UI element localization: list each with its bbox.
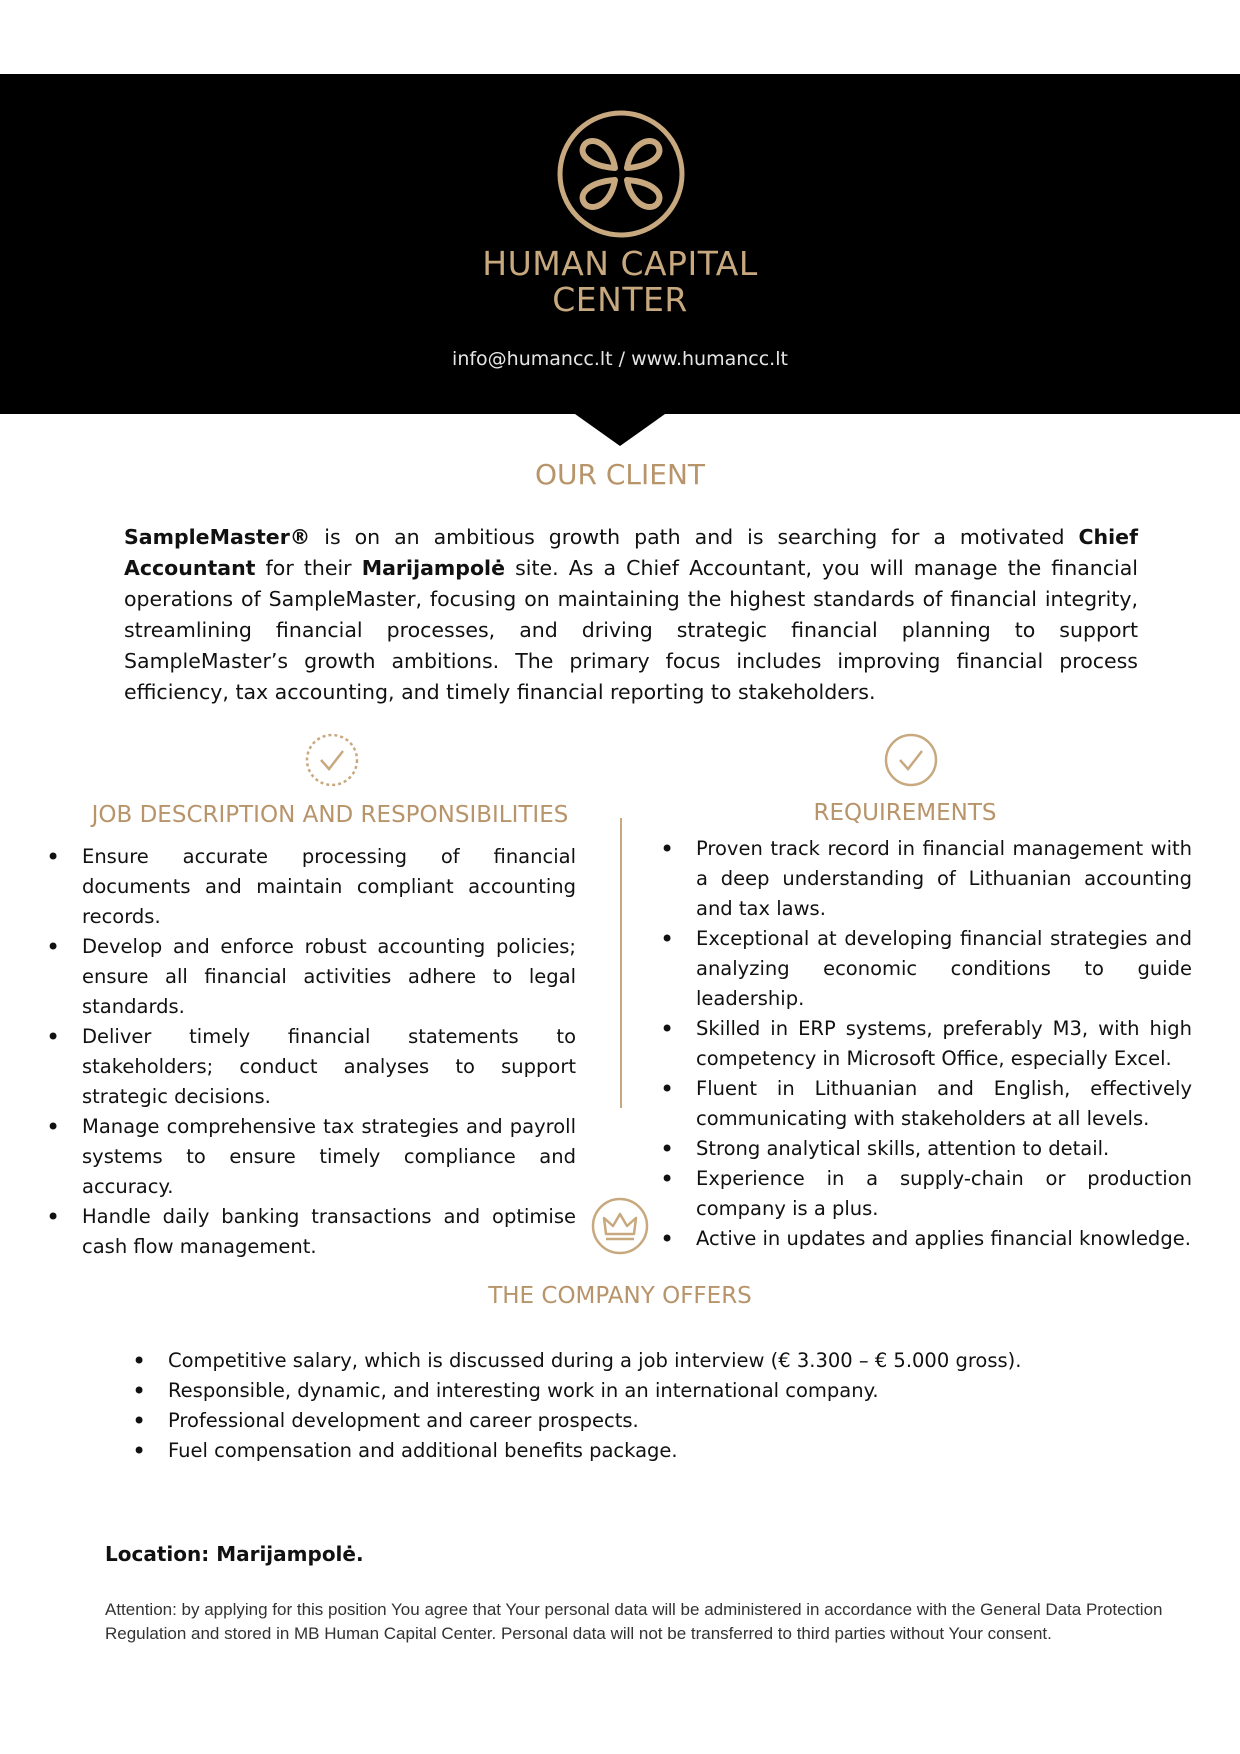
- list-item: • Fluent in Lithuanian and English, effectively communicating with stakeholders at all levels.: [660, 1074, 1192, 1134]
- list-item: • Active in updates and applies financial knowledge.: [660, 1224, 1192, 1254]
- list-item: • Competitive salary, which is discussed during a job interview (€ 3.300 – € 5.000 gross).: [132, 1346, 1072, 1376]
- list-item: • Experience in a supply-chain or production company is a plus.: [660, 1164, 1192, 1224]
- column-divider: [620, 818, 622, 1108]
- intro-text-1: is on an ambitious growth path and is searching for a motivated: [310, 525, 1079, 549]
- brand-line-1: HUMAN CAPITAL: [482, 244, 758, 283]
- list-item: • Strong analytical skills, attention to detail.: [660, 1134, 1192, 1164]
- list-item: • Fuel compensation and additional benefits package.: [132, 1436, 1072, 1466]
- brand-name: [0, 246, 1240, 318]
- company-name: SampleMaster®: [124, 525, 311, 549]
- site-name: Marijampolė: [361, 556, 505, 580]
- list-item: • Handle daily banking transactions and optimise cash flow management.: [46, 1202, 576, 1262]
- list-item: • Skilled in ERP systems, preferably M3, with high competency in Microsoft Office, especially Excel.: [660, 1014, 1192, 1074]
- location-text: Location: Marijampolė.: [105, 1542, 364, 1566]
- clover-logo-icon: [555, 108, 687, 240]
- intro-text-3: site. As a Chief Accountant, you will manage the financial operations of SampleMaster, focusing on maintaining the highest standards of financial integrity, streamlining financial processes, and driving strategic financial planning to support SampleMaster’s growth ambitions. The primary focus includes improving financial process efficiency, tax accounting, and timely financial reporting to stakeholders.: [124, 556, 1138, 704]
- job-heading: JOB DESCRIPTION AND RESPONSIBILITIES: [91, 802, 569, 828]
- requirements-list: [660, 834, 1192, 1254]
- list-item: • Professional development and career prospects.: [132, 1406, 1072, 1436]
- offers-list: [132, 1346, 1072, 1466]
- list-item: • Develop and enforce robust accounting policies; ensure all financial activities adhere to legal standards.: [46, 932, 576, 1022]
- crown-icon: [590, 1196, 650, 1256]
- list-item: • Ensure accurate processing of financial documents and maintain compliant accounting records.: [46, 842, 576, 932]
- brand-line-2: CENTER: [552, 280, 688, 319]
- list-item: • Exceptional at developing financial strategies and analyzing economic conditions to guide leadership.: [660, 924, 1192, 1014]
- list-item: • Proven track record in financial management with a deep understanding of Lithuanian accounting and tax laws.: [660, 834, 1192, 924]
- dotted-check-icon: [304, 732, 360, 788]
- job-list: [46, 842, 576, 1262]
- list-item: • Manage comprehensive tax strategies and payroll systems to ensure timely compliance and accuracy.: [46, 1112, 576, 1202]
- client-heading: OUR CLIENT: [534, 458, 706, 491]
- header-notch: [575, 414, 665, 446]
- list-item: • Deliver timely financial statements to stakeholders; conduct analyses to support strategic decisions.: [46, 1022, 576, 1112]
- requirements-heading: REQUIREMENTS: [813, 800, 997, 826]
- intro-text-2: for their: [255, 556, 362, 580]
- offers-heading: THE COMPANY OFFERS: [488, 1283, 752, 1309]
- check-circle-icon: [883, 732, 939, 788]
- contact-info[interactable]: info@humancc.lt / www.humancc.lt: [452, 348, 788, 370]
- attention-notice: Attention: by applying for this position You agree that Your personal data will be administered in accordance with the General Data Protection Regulation and stored in MB Human Capital Center. Personal data will not be transferred to third parties without Your consent.: [105, 1600, 1163, 1643]
- role-name: Chief Accountant: [124, 525, 1138, 580]
- list-item: • Responsible, dynamic, and interesting work in an international company.: [132, 1376, 1072, 1406]
- client-intro: [124, 522, 1138, 708]
